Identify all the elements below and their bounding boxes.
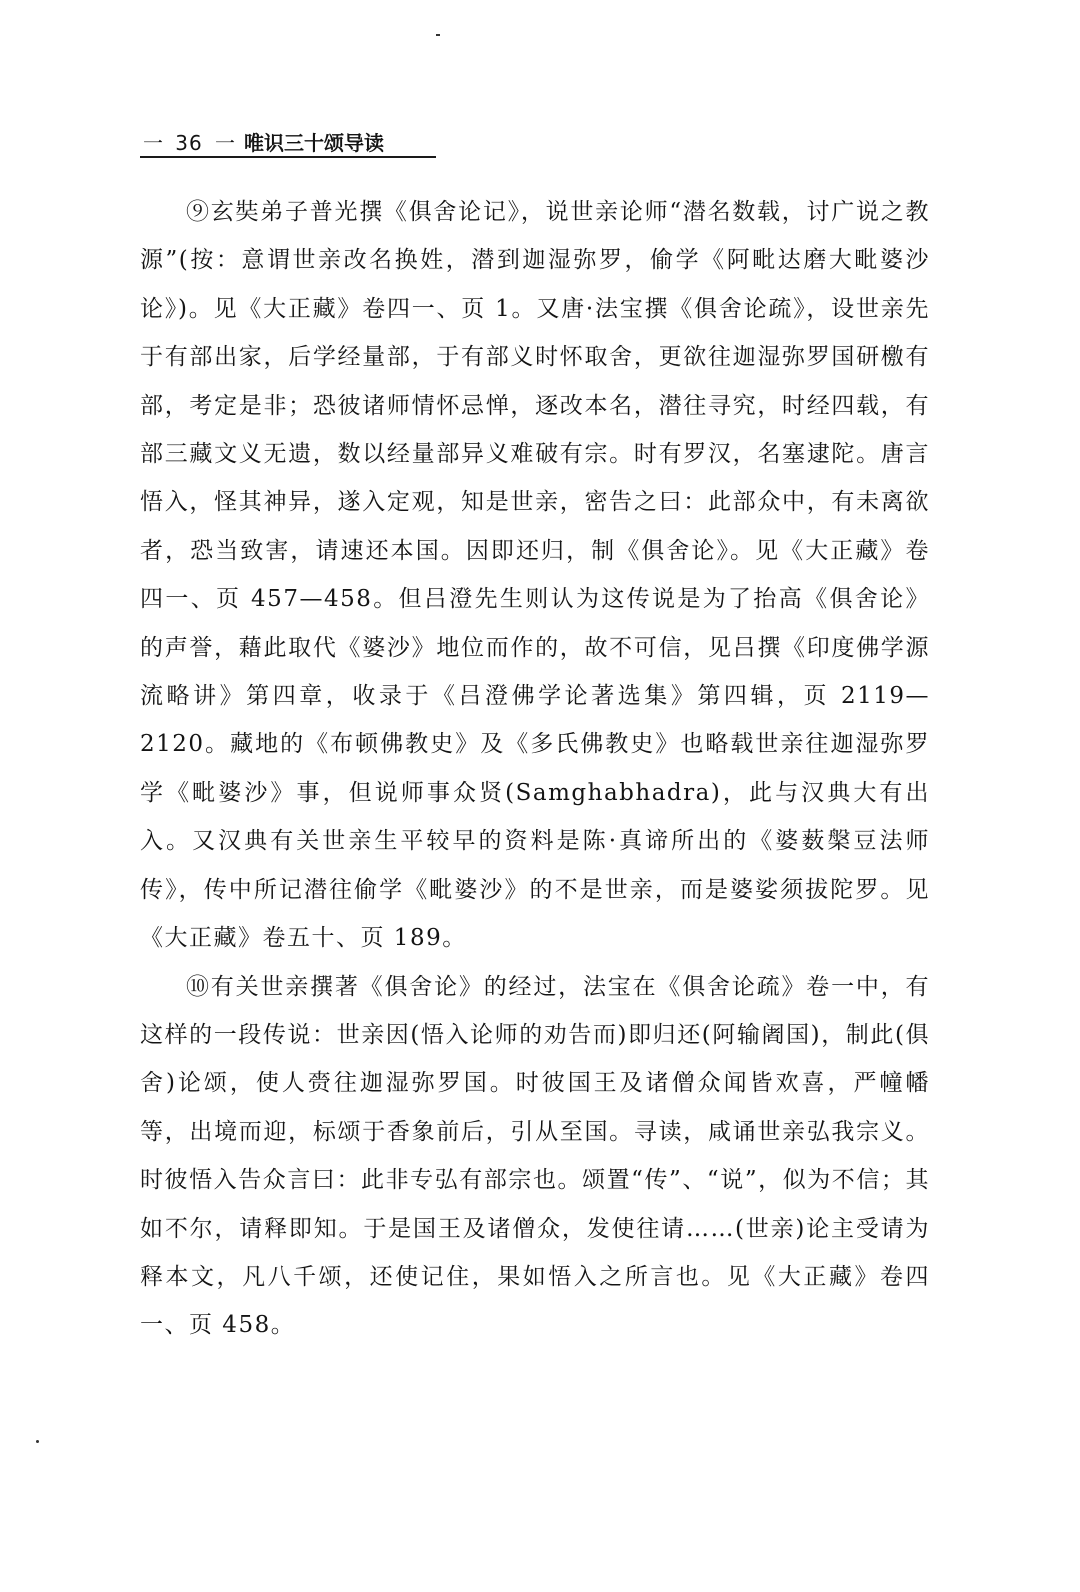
page-number: 36 bbox=[175, 131, 203, 155]
footnotes-body bbox=[140, 188, 930, 1350]
print-speck bbox=[436, 34, 440, 36]
running-header bbox=[140, 128, 440, 158]
header-dash-right: 一 bbox=[215, 131, 235, 155]
print-speck bbox=[36, 1440, 39, 1443]
footnote-9: ⑨玄奘弟子普光撰《俱舍论记》，说世亲论师“潜名数载，讨广说之教源”(按：意谓世亲改名换姓，潜到迦湿弥罗，偷学《阿毗达磨大毗婆沙论》)。见《大正藏》卷四一、页 1。又唐·法宝撰《俱舍论疏》，设世亲先于有部出家，后学经量部，于有部义时怀取舍，更欲往迦湿弥罗国研檄有部，考定是非；恐彼诸师情怀忌惮，逐改本名，潜往寻究，时经四载，有部三藏文义无遗，数以经量部异义难破有宗。时有罗汉，名塞逮陀。唐言悟入，怪其神异，遂入定观，知是世亲，密告之曰：此部众中，有未离欲者，恐当致害，请速还本国。因即还归，制《俱舍论》。见《大正藏》卷四一、页 457—458。但吕澄先生则认为这传说是为了抬高《俱舍论》的声誉，藉此取代《婆沙》地位而作的，故不可信，见吕撰《印度佛学源流略讲》第四章，收录于《吕澄佛学论著选集》第四辑，页 2119—2120。藏地的《布顿佛教史》及《多氏佛教史》也略载世亲往迦湿弥罗学《毗婆沙》事，但说师事众贤(Samghabhadra)，此与汉典大有出入。又汉典有关世亲生平较早的资料是陈·真谛所出的《婆薮槃豆法师传》，传中所记潜往偷学《毗婆沙》的不是世亲，而是婆娑须拔陀罗。见《大正藏》卷五十、页 189。 bbox=[140, 199, 930, 952]
header-rule bbox=[140, 156, 436, 158]
book-title: 唯识三十颂导读 bbox=[244, 131, 384, 155]
footnote-10: ⑩有关世亲撰著《俱舍论》的经过，法宝在《俱舍论疏》卷一中，有这样的一段传说：世亲因(悟入论师的劝告而)即归还(阿输阇国)，制此(俱舍)论颂，使人赍往迦湿弥罗国。时彼国王及诸僧众闻皆欢喜，严幢幡等，出境而迎，标颂于香象前后，引从至国。寻读，咸诵世亲弘我宗义。时彼悟入告众言曰：此非专弘有部宗也。颂置“传”、“说”，似为不信；其如不尔，请释即知。于是国王及诸僧众，发使往请……(世亲)论主受请为释本文，凡八千颂，还使记住，果如悟入之所言也。见《大正藏》卷四一、页 458。 bbox=[140, 973, 930, 1339]
header-dash-left: 一 bbox=[143, 131, 163, 155]
